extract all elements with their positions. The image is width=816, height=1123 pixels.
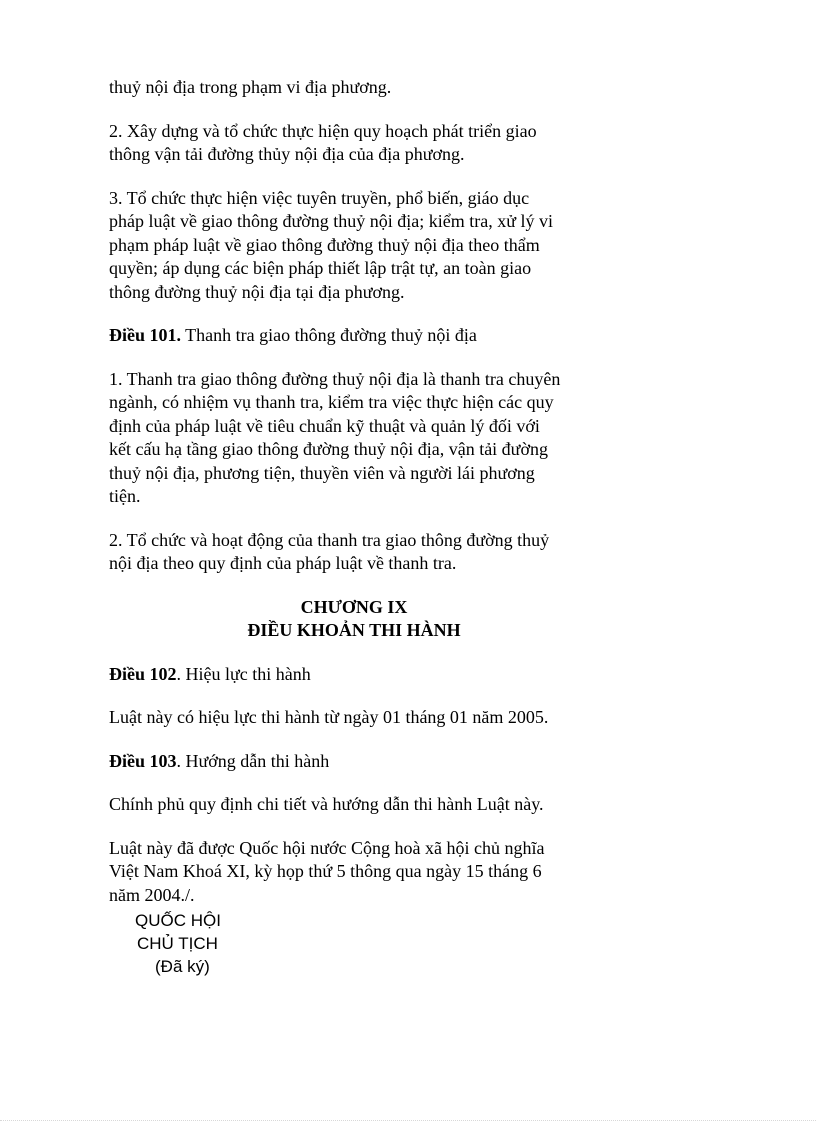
text-line: nội địa theo quy định của pháp luật về thanh tra. [109,553,457,573]
text-line: 3. Tổ chức thực hiện việc tuyên truyền, phổ biến, giáo dục [109,187,530,208]
text-line: kết cấu hạ tầng giao thông đường thuỷ nội địa, vận tải đường [109,439,548,459]
article-title: . Hướng dẫn thi hành [176,750,330,771]
signature-signed-note: (Đã ký) [155,957,210,976]
paragraph-continuation [109,76,599,100]
article-label: Điều 101. [109,325,181,345]
article-title: Thanh tra giao thông đường thuỷ nội địa [181,325,477,345]
text-line: thông đường thuỷ nội địa tại địa phương. [109,281,405,302]
text-line: 2. Tổ chức và hoạt động của thanh tra giao thông đường thuỷ [109,529,550,550]
chapter-number: CHƯƠNG IX [300,596,408,617]
article-label: Điều 103 [109,750,177,771]
signature-block [135,909,221,978]
text-line: Luật này có hiệu lực thi hành từ ngày 01 tháng 01 năm 2005. [109,707,549,727]
text-line: 1. Thanh tra giao thông đường thuỷ nội địa là thanh tra chuyên [109,368,561,389]
article-103-heading [109,750,599,774]
text-line: 2. Xây dựng và tổ chức thực hiện quy hoạch phát triển giao [109,120,537,141]
text-line: thuỷ nội địa trong phạm vi địa phương. [109,77,392,97]
text-line: năm 2004./. [109,884,195,905]
chapter-title: ĐIỀU KHOẢN THI HÀNH [247,620,461,640]
text-line: thuỷ nội địa, phương tiện, thuyền viên và người lái phương [109,462,535,483]
article-101-clause-1 [109,368,599,509]
article-label: Điều 102 [109,663,177,684]
document-page [109,76,599,907]
text-line: Luật này đã được Quốc hội nước Cộng hoà xã hội chủ nghĩa [109,837,545,858]
text-line: quyền; áp dụng các biện pháp thiết lập trật tự, an toàn giao [109,258,532,278]
text-line: Việt Nam Khoá XI, kỳ họp thứ 5 thông qua ngày 15 tháng 6 [109,861,542,881]
text-line: thông vận tải đường thủy nội địa của địa phương. [109,144,465,164]
article-102-heading [109,663,599,687]
text-line: định của pháp luật về tiêu chuẩn kỹ thuật và quản lý đối với [109,415,540,436]
paragraph-clause-3 [109,187,599,305]
article-103-body [109,793,599,817]
text-line: ngành, có nhiệm vụ thanh tra, kiểm tra việc thực hiện các quy [109,392,554,412]
text-line: tiện. [109,486,141,506]
paragraph-clause-2 [109,120,599,167]
text-line: pháp luật về giao thông đường thuỷ nội địa; kiểm tra, xử lý vi [109,211,553,231]
chapter-heading [109,596,599,643]
article-101-heading [109,324,599,348]
article-title: . Hiệu lực thi hành [176,663,311,684]
article-101-clause-2 [109,529,599,576]
closing-statement [109,837,599,908]
signature-position: CHỦ TỊCH [137,934,218,953]
signature-org: QUỐC HỘI [135,911,221,930]
text-line: Chính phủ quy định chi tiết và hướng dẫn thi hành Luật này. [109,794,544,814]
text-line: phạm pháp luật về giao thông đường thuỷ nội địa theo thẩm [109,234,540,255]
page-edge-divider [0,1120,816,1121]
article-102-body [109,706,599,730]
